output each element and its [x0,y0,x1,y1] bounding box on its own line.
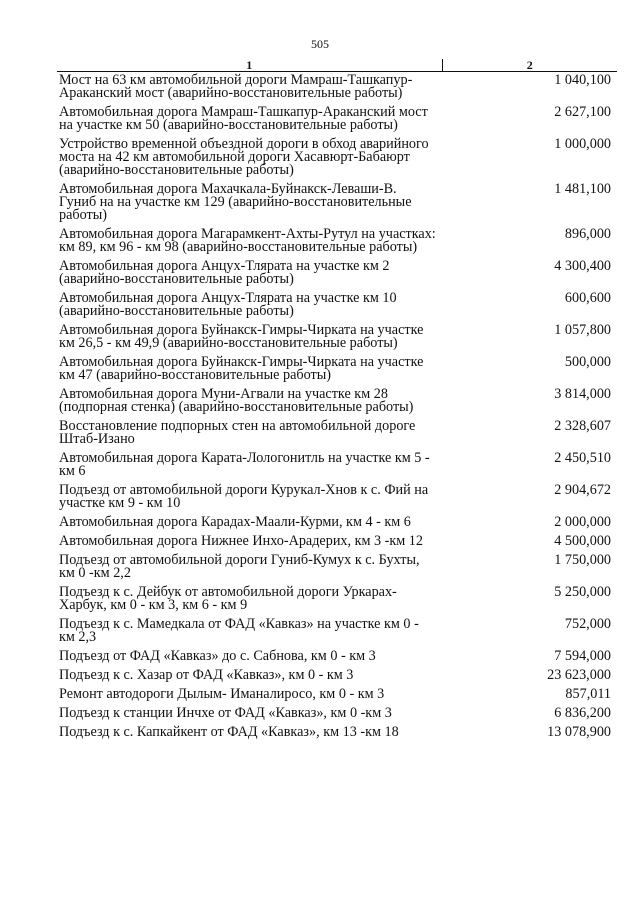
object-name: Автомобильная дорога Нижнее Инхо-Арадерих, км 3 -км 12 [59,533,423,549]
amount: 13 078,900 [547,724,611,740]
object-name: Подъезд к с. Капкайкент от ФАД «Кавказ», км 13 -км 18 [59,724,399,740]
object-name: Подъезд к с. Дейбук от автомобильной дороги Уркарах-Харбук, км 0 - км 3, км 6 - км 9 [59,584,397,613]
table-row [57,724,617,743]
amount: 2 450,510 [554,450,611,466]
object-name: Устройство временной объездной дороги в обход аварийного моста на 42 км автомобильной дороги Хасавюрт-Бабаюрт (аварийно-восстановительные работы) [59,136,429,178]
table-row [57,354,617,386]
amount: 1 057,800 [554,322,611,338]
amount: 500,000 [564,354,611,370]
amount: 1 481,100 [554,181,611,197]
amount: 2 000,000 [554,514,611,530]
amount: 1 040,100 [554,72,611,88]
table-row [57,533,617,552]
object-name: Подъезд от ФАД «Кавказ» до с. Сабнова, км 0 - км 3 [59,648,376,664]
table-row [57,616,617,648]
amount: 896,000 [564,226,611,242]
object-name: Автомобильная дорога Буйнакск-Гимры-Чирката на участке км 26,5 - км 49,9 (аварийно-восстановительные работы) [59,322,424,351]
amount: 5 250,000 [554,584,611,600]
object-name: Подъезд к с. Хазар от ФАД «Кавказ», км 0 - км 3 [59,667,354,683]
amount: 752,000 [564,616,611,632]
amount: 6 836,200 [554,705,611,721]
amount: 4 300,400 [554,258,611,274]
table-row [57,226,617,258]
table-row [57,686,617,705]
object-name: Подъезд к с. Мамедкала от ФАД «Кавказ» на участке км 0 - км 2,3 [59,616,419,645]
table-row [57,104,617,136]
object-name: Автомобильная дорога Буйнакск-Гимры-Чирката на участке км 47 (аварийно-восстановительные работы) [59,354,424,383]
object-name: Автомобильная дорога Муни-Агвали на участке км 28 (подпорная стенка) (аварийно-восстановительные работы) [59,386,414,415]
column-header-2: 2 [442,59,617,72]
table-row [57,648,617,667]
table-row [57,386,617,418]
object-name: Автомобильная дорога Махачкала-Буйнакск-Леваши-В. Гуниб на на участке км 129 (аварийно-восстановительные работы) [59,181,412,223]
amount: 2 328,607 [554,418,611,434]
amount: 1 000,000 [554,136,611,152]
amount: 600,600 [564,290,611,306]
budget-table [57,59,617,743]
amount: 857,011 [565,686,611,702]
object-name: Ремонт автодороги Дылым- Иманалиросо, км 0 - км 3 [59,686,385,702]
amount: 1 750,000 [554,552,611,568]
object-name: Автомобильная дорога Мамраш-Ташкапур-Араканский мост на участке км 50 (аварийно-восстановительные работы) [59,104,428,133]
table-row [57,552,617,584]
table-row [57,482,617,514]
amount: 7 594,000 [554,648,611,664]
object-name: Автомобильная дорога Анцух-Тлярата на участке км 10 (аварийно-восстановительные работы) [59,290,397,319]
table-row [57,258,617,290]
table-row [57,322,617,354]
table-row [57,136,617,181]
table-header-row [57,59,617,72]
amount: 2 627,100 [554,104,611,120]
amount: 3 814,000 [554,386,611,402]
object-name: Восстановление подпорных стен на автомобильной дороге Штаб-Изано [59,418,416,447]
amount: 2 904,672 [554,482,611,498]
object-name: Подъезд к станции Инчхе от ФАД «Кавказ», км 0 -км 3 [59,705,392,721]
object-name: Автомобильная дорога Карата-Лологонитль на участке км 5 - км 6 [59,450,430,479]
table-row [57,705,617,724]
table-row [57,667,617,686]
table-row [57,181,617,226]
object-name: Подъезд от автомобильной дороги Гуниб-Кумух к с. Бухты, км 0 -км 2,2 [59,552,420,581]
table-row [57,584,617,616]
object-name: Мост на 63 км автомобильной дороги Мамраш-Ташкапур-Араканский мост (аварийно-восстановительные работы) [59,72,413,101]
table-row [57,290,617,322]
object-name: Автомобильная дорога Магарамкент-Ахты-Рутул на участках: км 89, км 96 - км 98 (аварийно-восстановительные работы) [59,226,436,255]
table-row [57,450,617,482]
amount: 23 623,000 [547,667,611,683]
page-number: 505 [311,37,329,51]
table-row [57,418,617,450]
table-row [57,514,617,533]
table-row [57,72,617,105]
object-name: Подъезд от автомобильной дороги Курукал-Хнов к с. Фий на участке км 9 - км 10 [59,482,429,511]
amount: 4 500,000 [554,533,611,549]
object-name: Автомобильная дорога Анцух-Тлярата на участке км 2 (аварийно-восстановительные работы) [59,258,390,287]
object-name: Автомобильная дорога Карадах-Маали-Курми, км 4 - км 6 [59,514,411,530]
column-header-1: 1 [57,59,442,72]
